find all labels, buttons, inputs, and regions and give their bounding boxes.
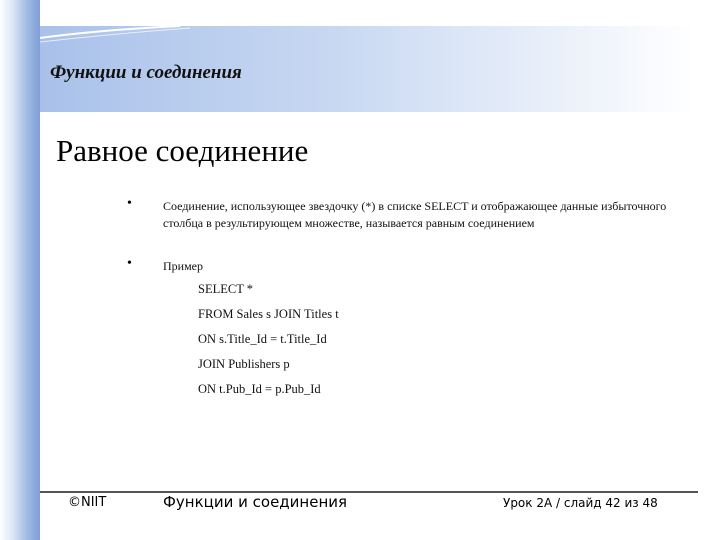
code-line: FROM Sales s JOIN Titles t <box>198 307 339 321</box>
slide-title: Равное соединение <box>56 133 309 168</box>
code-line: JOIN Publishers p <box>198 357 290 371</box>
bullet-text-definition: Соединение, использующее звездочку (*) в списке SELECT и отображающее данные избыточного столбца в результирующем множестве, называется равным соединением <box>163 199 667 230</box>
header-title: Функции и соединения <box>50 62 242 83</box>
bullet-marker: • <box>127 196 132 211</box>
left-decorative-bar <box>0 0 40 540</box>
code-line: SELECT * <box>198 282 253 296</box>
footer-slide-info: Урок 2А / слайд 42 из 48 <box>503 496 658 510</box>
code-line: ON s.Title_Id = t.Title_Id <box>198 332 327 346</box>
footer-topic: Функции и соединения <box>163 493 348 511</box>
code-line: ON t.Pub_Id = p.Pub_Id <box>198 382 321 396</box>
footer-divider <box>40 491 698 493</box>
footer-copyright: ©NIIT <box>68 495 107 510</box>
bullet-text-example: Пример <box>163 259 204 273</box>
header-band <box>40 26 696 112</box>
bullet-marker: • <box>127 256 132 271</box>
